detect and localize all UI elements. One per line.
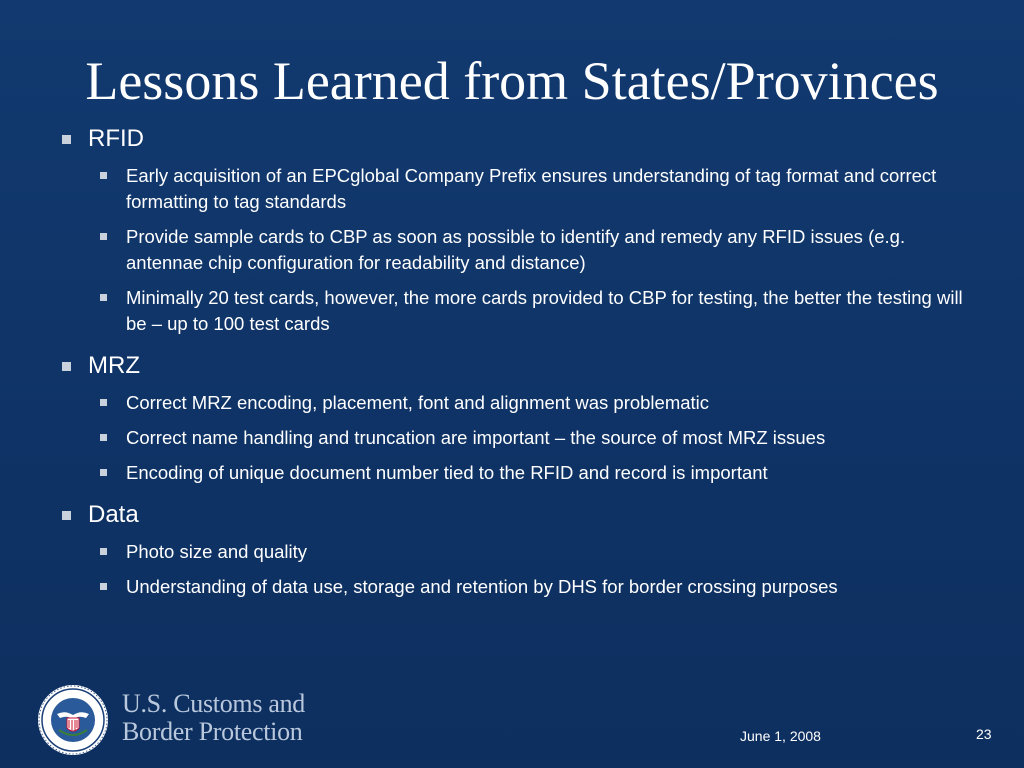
bullet-heading: MRZ <box>88 352 140 379</box>
bullet-level2 <box>100 285 966 337</box>
square-bullet-icon <box>100 469 107 476</box>
bullet-text: Photo size and quality <box>126 541 308 562</box>
bullet-level1 <box>62 500 972 530</box>
agency-wordmark-line1: U.S. Customs and <box>122 689 306 718</box>
page-number: 23 <box>976 726 992 742</box>
dhs-seal-icon <box>37 684 109 756</box>
footer-date: June 1, 2008 <box>740 728 821 744</box>
bullet-level2 <box>100 163 966 215</box>
square-bullet-icon <box>100 548 107 555</box>
bullet-level2 <box>100 539 966 565</box>
square-bullet-icon <box>100 233 107 240</box>
square-bullet-icon <box>100 583 107 590</box>
bullet-section-rfid <box>62 124 972 337</box>
bullet-text: Correct name handling and truncation are important – the source of most MRZ issues <box>126 427 826 448</box>
bullet-heading: RFID <box>88 125 144 152</box>
bullet-text: Correct MRZ encoding, placement, font and alignment was problematic <box>126 392 710 413</box>
square-bullet-icon <box>100 294 107 301</box>
agency-wordmark <box>122 690 305 746</box>
square-bullet-icon <box>100 399 107 406</box>
bullet-section-mrz <box>62 351 972 486</box>
bullet-level2 <box>100 390 966 416</box>
slide-body <box>62 120 972 614</box>
bullet-text: Provide sample cards to CBP as soon as possible to identify and remedy any RFID issues (e.g. antennae chip configuration for readability and distance) <box>126 226 906 273</box>
bullet-text: Early acquisition of an EPCglobal Company Prefix ensures understanding of tag format and correct formatting to tag standards <box>126 165 937 212</box>
bullet-section-data <box>62 500 972 600</box>
square-bullet-icon <box>62 362 71 371</box>
square-bullet-icon <box>62 511 71 520</box>
square-bullet-icon <box>62 135 71 144</box>
bullet-text: Encoding of unique document number tied to the RFID and record is important <box>126 462 768 483</box>
bullet-level2 <box>100 460 966 486</box>
bullet-text: Understanding of data use, storage and retention by DHS for border crossing purposes <box>126 576 838 597</box>
bullet-text: Minimally 20 test cards, however, the more cards provided to CBP for testing, the better the testing will be – up to 100 test cards <box>126 287 963 334</box>
bullet-level2 <box>100 574 966 600</box>
bullet-level1 <box>62 351 972 381</box>
slide-title: Lessons Learned from States/Provinces <box>85 51 939 111</box>
bullet-level1 <box>62 124 972 154</box>
square-bullet-icon <box>100 434 107 441</box>
bullet-heading: Data <box>88 501 139 528</box>
agency-wordmark-line2: Border Protection <box>122 717 303 746</box>
square-bullet-icon <box>100 172 107 179</box>
bullet-level2 <box>100 425 966 451</box>
bullet-level2 <box>100 224 966 276</box>
